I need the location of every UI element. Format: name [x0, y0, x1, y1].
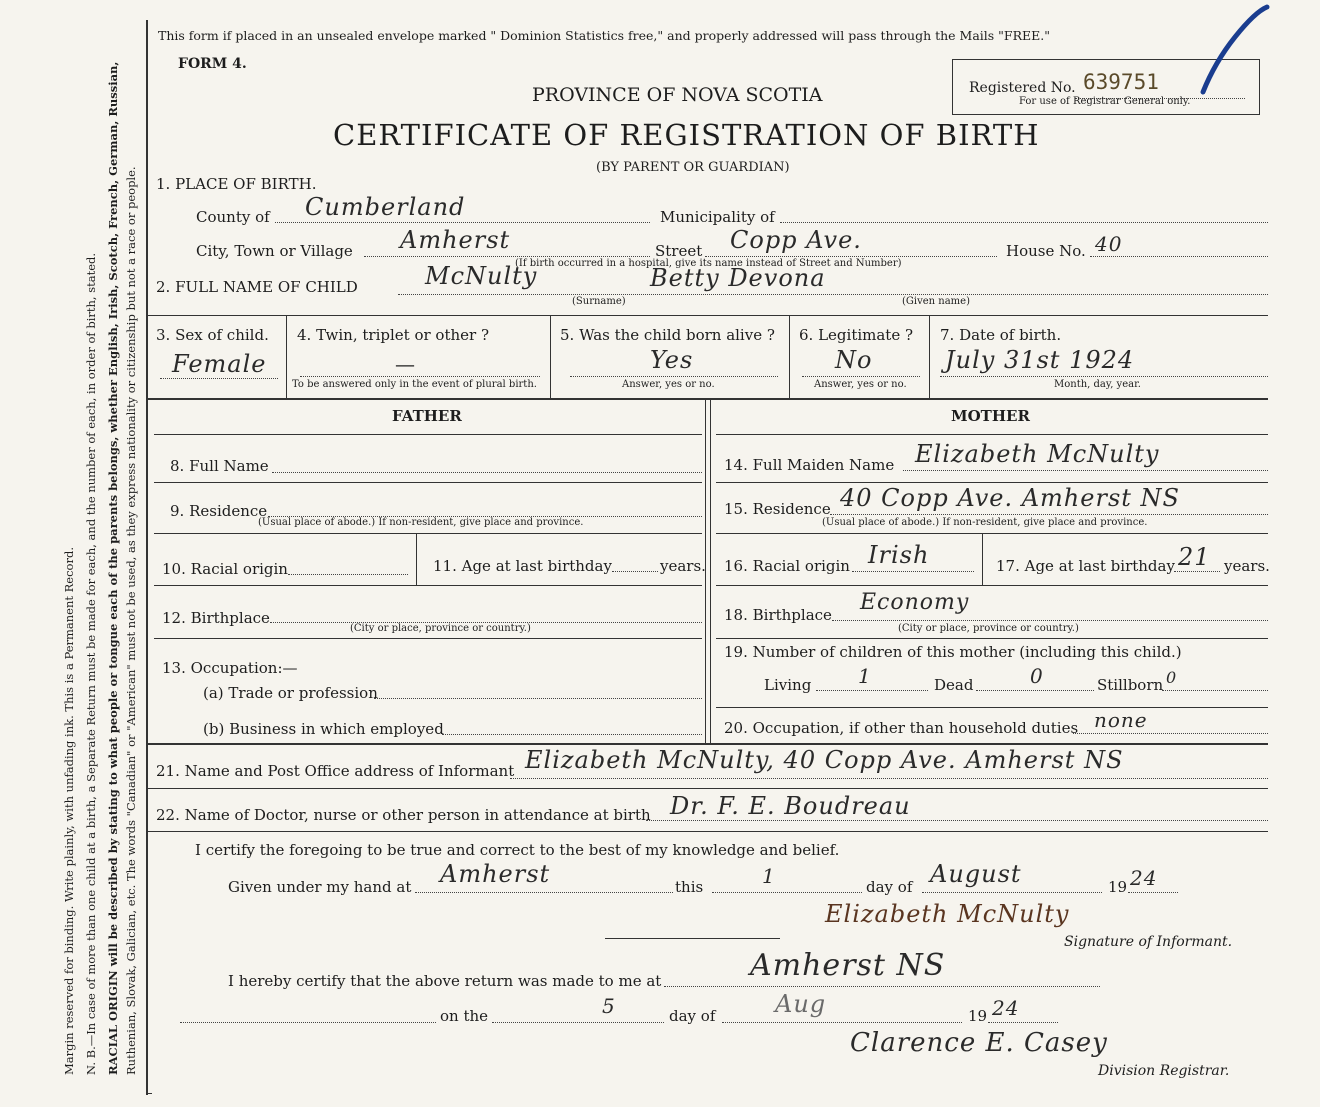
- mother-bp-line: [832, 620, 1268, 621]
- mother-sep-3: [716, 585, 1268, 586]
- mother-sep-2: [716, 533, 1268, 534]
- mother-sep-1: [716, 482, 1268, 483]
- doctor-label: 22. Name of Doctor, nurse or other person in attendance at birth: [156, 806, 651, 824]
- mother-racial-div: [982, 533, 983, 585]
- doctor-line: [646, 820, 1268, 821]
- row3-div-3: [789, 315, 790, 398]
- left-border: [146, 20, 148, 1095]
- city-value: Amherst: [400, 226, 511, 254]
- city-line: [364, 256, 650, 257]
- mother-racial-line: [852, 571, 974, 572]
- month-line: [922, 892, 1102, 893]
- dob-value: July 31st 1924: [945, 346, 1135, 374]
- pen-checkmark: [1195, 2, 1275, 102]
- reg-year-value: 24: [992, 996, 1020, 1020]
- hospital-note: (If birth occurred in a hospital, give its name instead of Street and Number): [515, 258, 902, 269]
- living-line: [816, 690, 928, 691]
- father-head-line: [154, 434, 702, 435]
- dob-line: [940, 376, 1268, 377]
- father-name-line: [272, 472, 702, 473]
- county-line: [275, 222, 650, 223]
- twin-label: 4. Twin, triplet or other ?: [297, 326, 489, 344]
- municipality-line: [780, 222, 1268, 223]
- mother-racial-value: Irish: [868, 541, 930, 569]
- mother-age-line: [1174, 571, 1220, 572]
- father-sep-4: [154, 638, 702, 639]
- margin-note-3: RACIAL ORIGIN will be described by stating to what people or tongue each of the parents belongs, whether English, Irish, Scotch, French, German, Russian,: [106, 61, 120, 1075]
- twin-value: —: [395, 352, 415, 376]
- stillborn-line: [1162, 690, 1268, 691]
- father-sep-2: [154, 533, 702, 534]
- mother-years: years.: [1224, 557, 1270, 575]
- father-residence-label: 9. Residence: [170, 502, 268, 520]
- mother-heading: MOTHER: [951, 407, 1030, 425]
- registrar-place-line: [664, 986, 1100, 987]
- father-full-name-label: 8. Full Name: [170, 457, 269, 475]
- mail-notice: This form if placed in an unsealed envelope marked " Dominion Statistics free," and properly addressed will pass through the Mails "FREE.": [158, 28, 1050, 43]
- house-line: [1090, 256, 1268, 257]
- reg-month-value: Aug: [775, 990, 827, 1018]
- twin-note: To be answered only in the event of plural birth.: [292, 379, 537, 390]
- province: PROVINCE OF NOVA SCOTIA: [532, 84, 823, 106]
- witness-line: [605, 938, 780, 939]
- row3-div-2: [550, 315, 551, 398]
- reg-pre-line: [180, 1022, 436, 1023]
- registrar-statement: I hereby certify that the above return was made to me at: [228, 972, 662, 990]
- mother-maiden-label: 14. Full Maiden Name: [724, 456, 895, 474]
- sex-value: Female: [172, 350, 267, 378]
- reg-year-prefix: 19: [968, 1007, 988, 1025]
- father-racial-div: [416, 533, 417, 585]
- county-value: Cumberland: [305, 193, 466, 221]
- mother-age-value: 21: [1178, 543, 1211, 571]
- street-value: Copp Ave.: [730, 226, 862, 254]
- registrar-note: For use of Registrar General only.: [1019, 96, 1191, 107]
- mother-birthplace-value: Economy: [860, 590, 970, 615]
- row3-bottom-line: [148, 398, 1268, 400]
- city-label: City, Town or Village: [196, 242, 353, 260]
- mother-head-line: [716, 434, 1268, 435]
- child-given-name: Betty Devona: [650, 264, 826, 292]
- this-label: this: [675, 878, 704, 896]
- father-trade-line: [374, 698, 702, 699]
- on-the-label: on the: [440, 1007, 489, 1025]
- given-under-label: Given under my hand at: [228, 878, 412, 896]
- child-surname: McNulty: [425, 262, 538, 290]
- mother-occupation-value: none: [1094, 708, 1148, 732]
- mother-residence-label: 15. Residence: [724, 500, 831, 518]
- sex-line: [160, 378, 278, 379]
- row3-div-1: [286, 315, 287, 398]
- twin-line: [300, 376, 540, 377]
- form-number: FORM 4.: [178, 56, 247, 72]
- living-label: Living: [764, 676, 812, 694]
- day-value: 1: [762, 864, 776, 888]
- margin-note-1: Margin reserved for binding. Write plainly, with unfading ink. This is a Permanent Record.: [62, 547, 76, 1075]
- informant-bottom-line: [148, 788, 1268, 789]
- informant-value: Elizabeth McNulty, 40 Copp Ave. Amherst NS: [525, 746, 1124, 774]
- signature-caption: Signature of Informant.: [1064, 934, 1233, 950]
- house-value: 40: [1095, 232, 1123, 256]
- mother-occ-line: [1073, 733, 1268, 734]
- given-place-line: [415, 892, 673, 893]
- father-business-line: [442, 734, 702, 735]
- row3-div-4: [929, 315, 930, 398]
- margin-note-2: N. B.—In case of more than one child at a birth, a Separate Return must be made for each, and the number of each, in order of birth, stated.: [84, 252, 98, 1075]
- father-age-line: [612, 571, 658, 572]
- mother-sep-4: [716, 638, 1268, 639]
- stillborn-value: 0: [1166, 668, 1178, 687]
- reg-day-of-label: day of: [669, 1007, 716, 1025]
- municipality-label: Municipality of: [660, 208, 775, 226]
- certify-statement: I certify the foregoing to be true and correct to the best of my knowledge and belief.: [195, 841, 840, 859]
- doctor-value: Dr. F. E. Boudreau: [670, 792, 911, 820]
- house-label: House No.: [1006, 242, 1086, 260]
- place-of-birth-heading: 1. PLACE OF BIRTH.: [156, 175, 317, 193]
- mother-residence-value: 40 Copp Ave. Amherst NS: [840, 484, 1180, 512]
- informant-label: 21. Name and Post Office address of Informant: [156, 762, 515, 780]
- alive-note: Answer, yes or no.: [622, 379, 715, 390]
- father-sep-3: [154, 585, 702, 586]
- stillborn-label: Stillborn: [1097, 676, 1164, 694]
- page-title: CERTIFICATE OF REGISTRATION OF BIRTH: [333, 118, 1040, 152]
- parents-divider-2: [710, 398, 711, 743]
- father-birthplace-note: (City or place, province or country.): [350, 623, 531, 634]
- legit-value: No: [835, 346, 873, 374]
- registrar-caption: Division Registrar.: [1098, 1063, 1230, 1079]
- mother-maiden-line: [903, 470, 1268, 471]
- year-line: [1128, 892, 1178, 893]
- father-sep-1: [154, 482, 702, 483]
- county-label: County of: [196, 208, 270, 226]
- registered-label: Registered No.: [969, 80, 1076, 96]
- child-name-label: 2. FULL NAME OF CHILD: [156, 278, 358, 296]
- child-name-line: [398, 294, 1268, 295]
- father-occupation-label: 13. Occupation:—: [162, 659, 298, 677]
- dead-label: Dead: [934, 676, 974, 694]
- registered-number: 639751: [1083, 70, 1159, 94]
- given-place-value: Amherst: [440, 860, 551, 888]
- registrar-signature: Clarence E. Casey: [850, 1028, 1108, 1058]
- given-caption: (Given name): [902, 296, 970, 307]
- left-border-bottom: [146, 1093, 152, 1094]
- dead-value: 0: [1030, 664, 1044, 688]
- father-racial-line: [288, 574, 408, 575]
- informant-line: [510, 778, 1268, 779]
- mother-birthplace-label: 18. Birthplace: [724, 606, 832, 624]
- street-label: Street: [655, 242, 703, 260]
- reg-month-line: [722, 1022, 962, 1023]
- legit-label: 6. Legitimate ?: [799, 326, 914, 344]
- mother-birthplace-note: (City or place, province or country.): [898, 623, 1079, 634]
- dob-note: Month, day, year.: [1054, 379, 1141, 390]
- alive-label: 5. Was the child born alive ?: [560, 326, 775, 344]
- father-age-label: 11. Age at last birthday: [433, 557, 612, 575]
- legit-line: [802, 376, 920, 377]
- street-line: [705, 256, 997, 257]
- doctor-bottom-line: [148, 831, 1268, 832]
- month-value: August: [930, 860, 1022, 888]
- registrar-place-value: Amherst NS: [750, 948, 946, 983]
- mother-occupation-label: 20. Occupation, if other than household duties: [724, 719, 1079, 737]
- day-of-label: day of: [866, 878, 913, 896]
- father-trade-label: (a) Trade or profession: [203, 684, 378, 702]
- living-value: 1: [858, 664, 872, 688]
- mother-sep-5: [716, 707, 1268, 708]
- sex-label: 3. Sex of child.: [156, 326, 269, 344]
- year-prefix: 19: [1108, 878, 1128, 896]
- mother-res-line: [830, 514, 1268, 515]
- father-business-label: (b) Business in which employed: [203, 720, 444, 738]
- row3-top-line: [148, 315, 1268, 316]
- reg-day-line: [492, 1022, 664, 1023]
- dob-label: 7. Date of birth.: [940, 326, 1062, 344]
- informant-top-line: [148, 743, 1268, 745]
- year-value: 24: [1130, 866, 1158, 890]
- day-line: [712, 892, 862, 893]
- subtitle: (BY PARENT OR GUARDIAN): [596, 160, 790, 175]
- father-residence-note: (Usual place of abode.) If non-resident, give place and province.: [258, 517, 584, 528]
- father-racial-label: 10. Racial origin: [162, 560, 288, 578]
- alive-value: Yes: [650, 346, 694, 374]
- mother-racial-label: 16. Racial origin: [724, 557, 850, 575]
- dead-line: [976, 690, 1094, 691]
- alive-line: [570, 376, 778, 377]
- father-years: years.: [660, 557, 706, 575]
- mother-residence-note: (Usual place of abode.) If non-resident, give place and province.: [822, 517, 1148, 528]
- margin-note-4: Ruthenian, Slovak, Galician, etc. The words "Canadian" or "American" must not be used, as they express nationality or citizenship but not a race or people.: [124, 166, 138, 1075]
- reg-year-line: [988, 1022, 1058, 1023]
- surname-caption: (Surname): [572, 296, 626, 307]
- informant-signature: Elizabeth McNulty: [825, 900, 1070, 928]
- mother-maiden-value: Elizabeth McNulty: [915, 440, 1160, 468]
- mother-children-label: 19. Number of children of this mother (including this child.): [724, 643, 1182, 661]
- father-heading: FATHER: [392, 407, 462, 425]
- father-birthplace-label: 12. Birthplace: [162, 609, 270, 627]
- reg-day-value: 5: [602, 994, 616, 1018]
- mother-age-label: 17. Age at last birthday: [996, 557, 1175, 575]
- legit-note: Answer, yes or no.: [814, 379, 907, 390]
